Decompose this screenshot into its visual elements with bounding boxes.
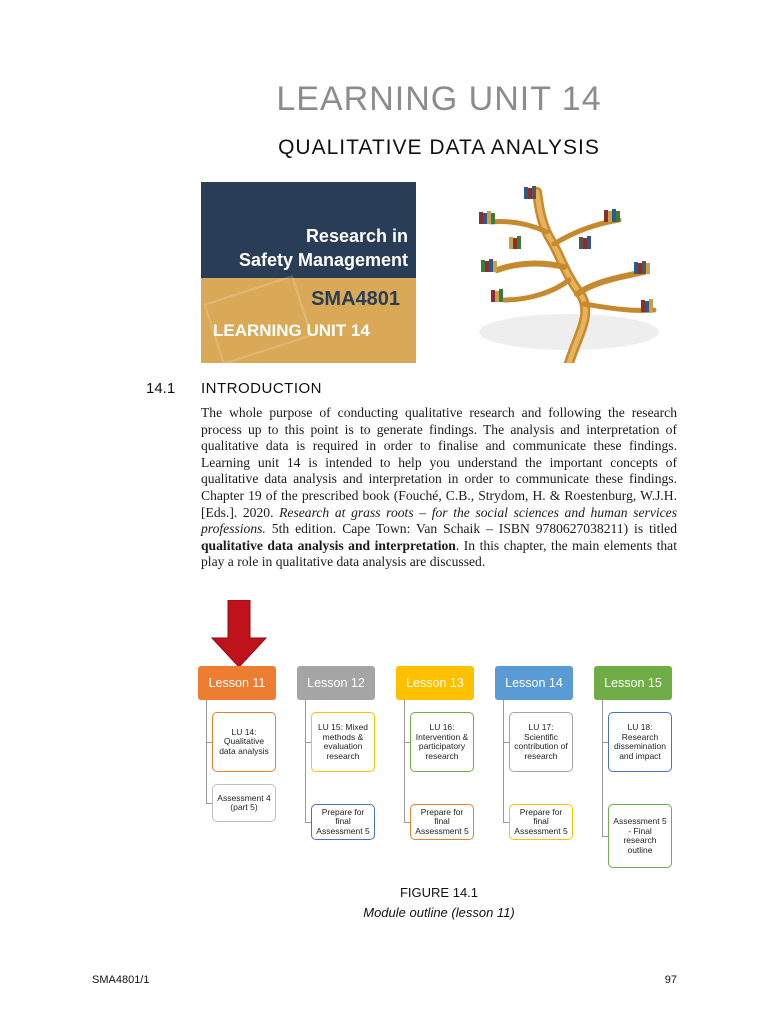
- section-number: 14.1: [146, 380, 176, 397]
- figure-caption: Module outline (lesson 11): [363, 905, 515, 920]
- section-title: INTRODUCTION: [201, 380, 322, 397]
- arrow-down-icon: [210, 600, 268, 668]
- assessment-box: Prepare for final Assessment 5: [509, 804, 573, 840]
- banner-line-1: Research in: [305, 226, 408, 246]
- lesson-header: Lesson 12: [297, 666, 375, 700]
- assessment-box: Prepare for final Assessment 5: [410, 804, 474, 840]
- lesson-header: Lesson 14: [495, 666, 573, 700]
- course-banner: [201, 182, 676, 363]
- module-outline-diagram: [190, 598, 690, 878]
- lesson-header: Lesson 11: [198, 666, 276, 700]
- unit-title: LEARNING UNIT 14: [276, 80, 602, 118]
- arrow-down-shape: [212, 600, 266, 667]
- unit-subtitle: QUALITATIVE DATA ANALYSIS: [278, 136, 600, 159]
- intro-text-mid: 5th edition. Cape Town: Van Schaik – ISBN 9780627038211) is titled: [265, 521, 677, 537]
- footer-page-number: 97: [664, 974, 677, 986]
- learning-unit-box: LU 14: Qualitative data analysis: [212, 712, 276, 772]
- banner-course-code: SMA4801: [311, 288, 400, 310]
- intro-book-title: Research at grass roots – for the social sciences and human services professions.: [201, 504, 677, 537]
- intro-paragraph: [201, 405, 677, 571]
- figure-number: FIGURE 14.1: [399, 885, 479, 900]
- banner-line-2: Safety Management: [238, 250, 408, 270]
- learning-unit-box: LU 17: Scientific contribution of research: [509, 712, 573, 772]
- assessment-box: Assessment 4 (part 5): [212, 784, 276, 822]
- learning-unit-box: LU 15: Mixed methods & evaluation research: [311, 712, 375, 772]
- learning-unit-box: LU 16: Intervention & participatory research: [410, 712, 474, 772]
- lesson-header: Lesson 15: [594, 666, 672, 700]
- intro-text-end: . In this chapter, the main elements that play a role in qualitative data analysis are discussed.: [201, 537, 677, 570]
- learning-unit-box: LU 18: Research dissemination and impact: [608, 712, 672, 772]
- intro-text-start: The whole purpose of conducting qualitative research and following the research process up to this point is to generate findings. The analysis and interpretation of qualitative data is required in order to finalise and communicate these findings. Learning unit 14 is intended to help you understand the important concepts of qualitative data analysis and interpretation in order to communicate these findings. Chapter 19 of the prescribed book (Fouché, C.B., Strydom, H. & Roestenburg, W.J.H. [Eds.]. 2020.: [201, 405, 677, 520]
- lesson-header: Lesson 13: [396, 666, 474, 700]
- assessment-box: Assessment 5 - Final research outline: [608, 804, 672, 868]
- assessment-box: Prepare for final Assessment 5: [311, 804, 375, 840]
- banner-text-panel: [201, 182, 416, 363]
- intro-chapter-title: qualitative data analysis and interpretation: [201, 537, 456, 553]
- banner-learning-unit: LEARNING UNIT 14: [213, 321, 370, 340]
- footer-course-code: SMA4801/1: [92, 974, 150, 986]
- bookshelf-tree-illustration: [419, 182, 676, 363]
